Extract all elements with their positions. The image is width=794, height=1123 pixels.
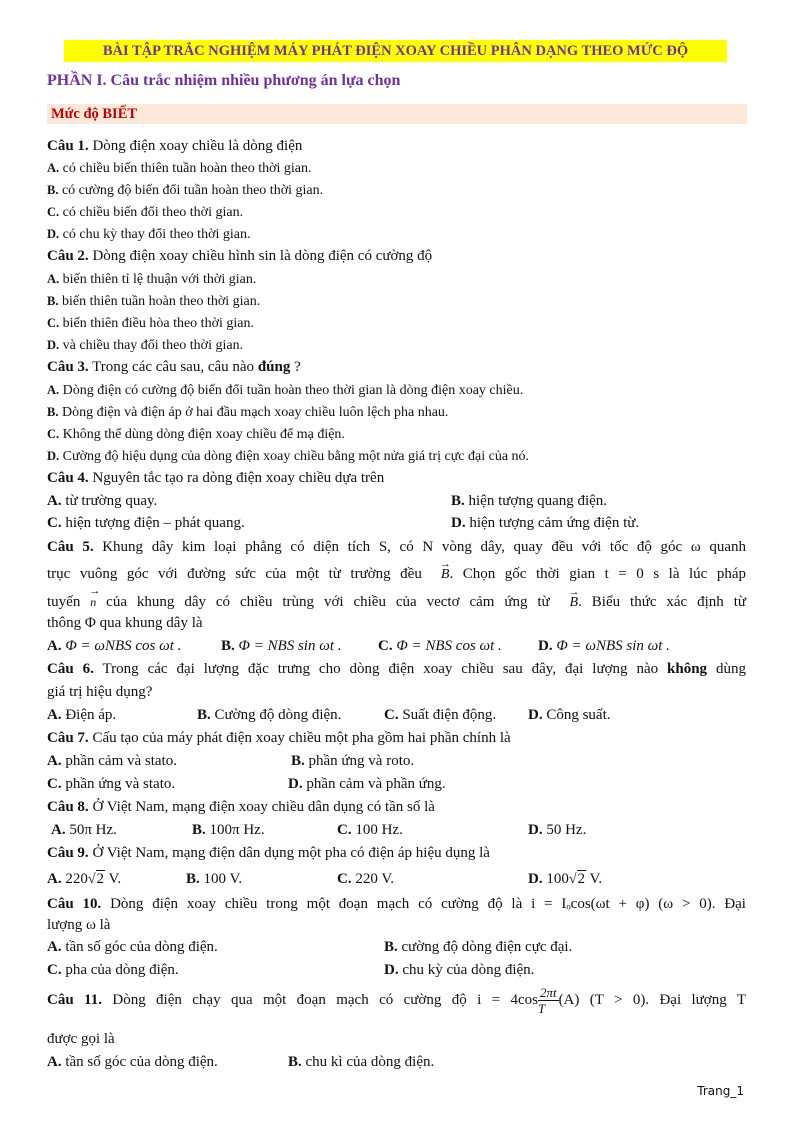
q6-option-b: B. Cường độ dòng điện. [197,707,342,723]
question-label: Câu 1. [47,138,89,154]
vector-b-symbol: → B [570,593,579,613]
question-label: Câu 3. [47,359,89,375]
question-label: Câu 4. [47,470,89,486]
q4-option-c: C. hiện tượng điện – phát quang. [47,515,245,531]
q8-option-a: A. 50π Hz. [51,822,117,838]
question-7 [47,728,511,748]
q10-option-d: D. chu kỳ của dòng điện. [384,962,535,978]
q6-option-d: D. Công suất. [528,707,611,723]
document-title: BÀI TẬP TRẮC NGHIỆM MÁY PHÁT ĐIỆN XOAY CHIỀU PHÂN DẠNG THEO MỨC ĐỘ [64,40,727,62]
question-stem: Ở Việt Nam, mạng điện xoay chiều dân dụng có tần số là [88,799,435,815]
q6-option-a: A. Điện áp. [47,707,117,723]
question-label: Câu 10. [47,896,102,912]
q4-option-d: D. hiện tượng cảm ứng điện từ. [451,515,640,531]
q10-option-b: B. cường độ dòng điện cực đại. [384,939,573,955]
q10-option-c: C. pha của dòng điện. [47,962,179,978]
square-root: √2 [87,871,105,887]
question-4 [47,468,384,488]
q3-option-b: B. Dòng điện và điện áp ở hai đầu mạch xoay chiều luôn lệch pha nhau. [47,405,449,420]
question-2 [47,246,432,266]
question-5-line-4: thông Φ qua khung dây là [47,615,203,631]
q8-option-c: C. 100 Hz. [337,822,403,838]
question-stem: Ở Việt Nam, mạng điện dân dụng một pha có điện áp hiệu dụng là [88,845,490,861]
q7-option-c: C. phần ứng và stato. [47,776,176,792]
vector-n-symbol: → n [90,592,96,612]
q7-option-b: B. phần ứng và roto. [291,753,415,769]
q3-option-d: D. Cường độ hiệu dụng của dòng điện xoay chiều bằng một nửa giá trị cực đại của nó. [47,449,530,464]
q1-option-c: C. có chiều biến đổi theo thời gian. [47,205,244,220]
question-1 [47,136,302,156]
q11-option-a: A. tần số góc của dòng điện. [47,1054,218,1070]
q7-option-a: A. phần cảm và stato. [47,753,177,769]
question-stem: Cấu tạo của máy phát điện xoay chiều một pha gồm hai phần chính là [88,730,511,746]
q2-option-a: A. biến thiên tỉ lệ thuận với thời gian. [47,272,257,287]
question-label: Câu 2. [47,248,89,264]
q9-option-c: C. 220 V. [337,871,394,887]
question-label: Câu 6. [47,661,94,677]
question-9 [47,843,490,863]
question-label: Câu 8. [47,799,89,815]
level-heading: Mức độ BIẾT [47,104,747,124]
q5-option-b: B. Φ = NBS sin ωt . [221,638,342,654]
question-6: Câu 6. Trong các đại lượng đặc trưng cho dòng điện xoay chiều sau đây, đại lượng nào không dùng [47,661,746,677]
question-stem: Dòng điện xoay chiều hình sin là dòng điện có cường độ [88,248,433,264]
q1-option-b: B. có cường độ biến đổi tuần hoàn theo thời gian. [47,183,324,198]
q2-option-b: B. biến thiên tuần hoàn theo thời gian. [47,294,261,309]
q9-option-a: A. 220√2 V. [47,869,121,890]
q2-option-d: D. và chiều thay đổi theo thời gian. [47,338,244,353]
q9-option-b: B. 100 V. [186,871,243,887]
q4-option-b: B. hiện tượng quang điện. [451,493,608,509]
question-6-line-2: giá trị hiệu dụng? [47,684,153,700]
question-label: Câu 5. [47,539,94,555]
page-number: Trang_1 [697,1084,744,1098]
q1-option-d: D. có chu kỳ thay đổi theo thời gian. [47,227,251,242]
question-label: Câu 11. [47,992,102,1008]
q6-option-c: C. Suất điện động. [384,707,497,723]
question-label: Câu 7. [47,730,89,746]
question-8 [47,797,435,817]
question-10-line-2: lượng ω là [47,917,111,933]
q8-option-d: D. 50 Hz. [528,822,587,838]
question-10: Câu 10. Dòng điện xoay chiều trong một đoạn mạch có cường độ là i = Iₒcos(ωt + φ) (ω > 0). Đại [47,896,746,912]
question-3: Câu 3. Trong các câu sau, câu nào đúng ? [47,359,301,375]
q3-option-a: A. Dòng điện có cường độ biến đổi tuần hoàn theo thời gian là dòng điện xoay chiều. [47,383,524,398]
question-stem: Dòng điện xoay chiều là dòng điện [88,138,303,154]
q7-option-d: D. phần cảm và phần ứng. [288,776,446,792]
part-heading: PHẦN I. Câu trắc nhiệm nhiều phương án lựa chọn [47,72,401,89]
question-11: Câu 11. Dòng điện chạy qua một đoạn mạch có cường độ i = 4cos $\frac{2\pi t}{T}$ (A) (T > 0). Đại lượng T [47,985,746,1017]
square-root: √2 [568,871,586,887]
q5-option-c: C. Φ = NBS cos ωt . [378,638,502,654]
q9-option-d: D. 100√2 V. [528,869,602,890]
q4-option-a: A. từ trường quay. [47,493,158,509]
q5-option-d: D. Φ = ωNBS sin ωt . [538,638,670,654]
q5-option-a: A. Φ = ωNBS cos ωt . [47,638,182,654]
q3-option-c: C. Không thể dùng dòng điện xoay chiều để mạ điện. [47,427,345,442]
question-5-line-3: tuyến → n của khung dây có chiều trùng với chiều của vectơ cảm ứng từ → B. Biểu thức xác định từ [47,592,746,613]
vector-b-symbol: → B [441,565,450,585]
fraction: $\frac{2\pi t}{T}$ [537,985,557,1017]
question-5: Câu 5. Khung dây kim loại phẳng có diện tích S, có N vòng dây, quay đều với tốc độ góc ω quanh [47,539,746,555]
q10-option-a: A. tần số góc của dòng điện. [47,939,218,955]
question-5-line-2: trục vuông góc với đường sức của một từ trường đều → B. Chọn gốc thời gian t = 0 s là lúc pháp [47,564,746,585]
question-11-line-2: được gọi là [47,1031,115,1047]
q2-option-c: C. biến thiên điều hòa theo thời gian. [47,316,254,331]
question-stem: Nguyên tắc tạo ra dòng điện xoay chiều dựa trên [88,470,385,486]
question-label: Câu 9. [47,845,89,861]
q11-option-b: B. chu kì của dòng điện. [288,1054,435,1070]
q1-option-a: A. có chiều biến thiên tuần hoàn theo thời gian. [47,161,312,176]
q8-option-b: B. 100π Hz. [192,822,265,838]
